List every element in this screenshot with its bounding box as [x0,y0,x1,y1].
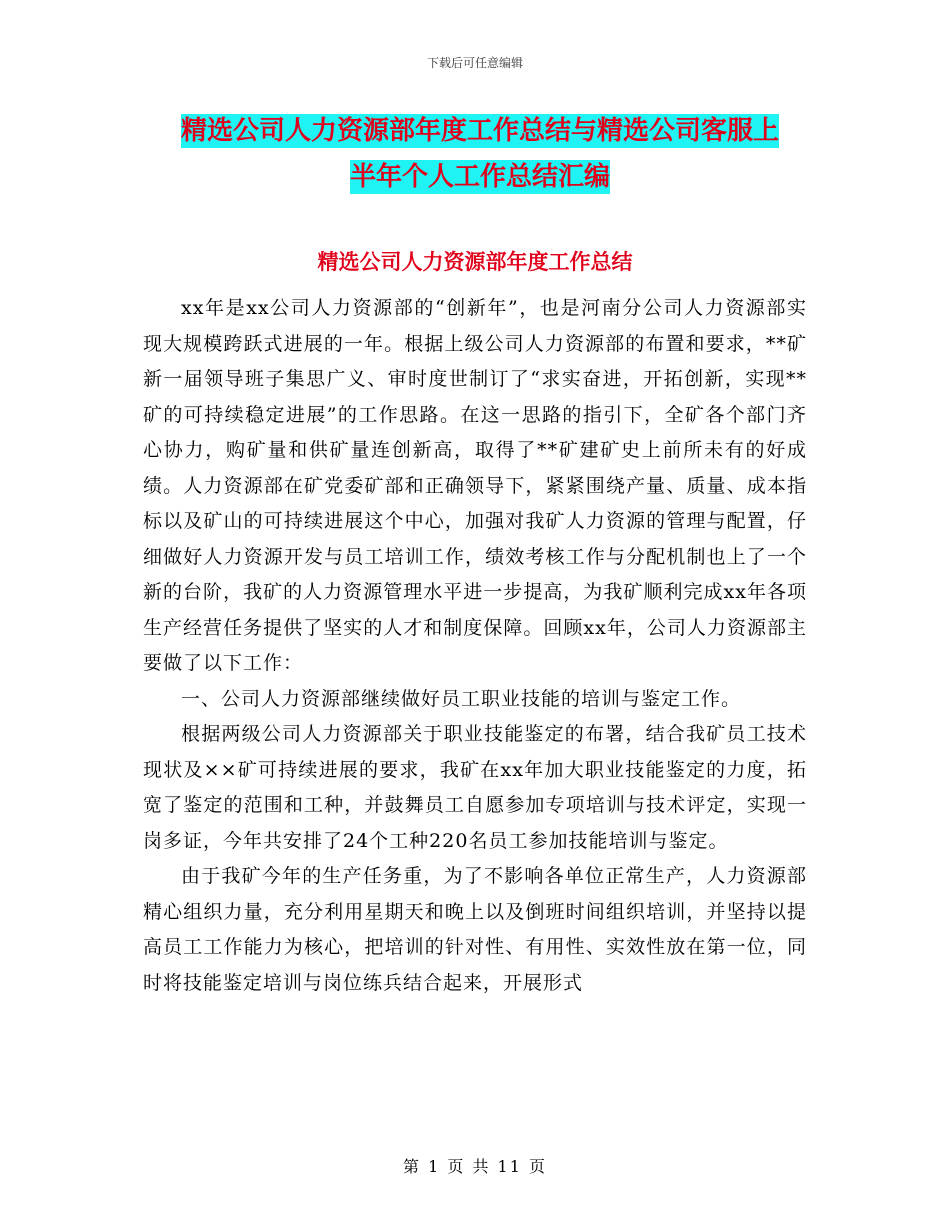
header-note: 下载后可任意编辑 [426,56,523,70]
section-title: 精选公司人力资源部年度工作总结 [317,250,633,274]
document-title-line-2: 半年个人工作总结汇编 [349,162,610,192]
paragraph-skills-appraisal: 根据两级公司人力资源部关于职业技能鉴定的布署，结合我矿员工技术现状及××矿可持续进展的要求，我矿在xx年加大职业技能鉴定的力度，拓宽了鉴定的范围和工种，并鼓舞员工自愿参加专项培训与技术评定，实现一岗多证，今年共安排了24个工种220名员工参加技能培训与鉴定。 [143,723,807,852]
document-title [140,108,820,200]
page-number: 第 1 页 共 11 页 [403,1157,547,1176]
document-title-line-1: 精选公司人力资源部年度工作总结与精选公司客服上 [180,116,779,146]
paragraph-intro: xx年是xx公司人力资源部的“创新年”，也是河南分公司人力资源部实现大规模跨跃式进展的一年。根据上级公司人力资源部的布置和要求，**矿新一届领导班子集思广义、审时度世制订了“求实奋进，开拓创新，实现**矿的可持续稳定进展”的工作思路。在这一思路的指引下，全矿各个部门齐心协力，购矿量和供矿量连创新高，取得了**矿建矿史上前所未有的好成绩。人力资源部在矿党委矿部和正确领导下，紧紧围绕产量、质量、成本指标以及矿山的可持续进展这个中心，加强对我矿人力资源的管理与配置，仔细做好人力资源开发与员工培训工作，绩效考核工作与分配机制也上了一个新的台阶，我矿的人力资源管理水平进一步提高，为我矿顺利完成xx年各项生产经营任务提供了坚实的人才和制度保障。回顾xx年，公司人力资源部主要做了以下工作： [143,297,807,674]
document-body [143,291,807,1001]
paragraph-training-organization: 由于我矿今年的生产任务重，为了不影响各单位正常生产，人力资源部精心组织力量，充分利用星期天和晚上以及倒班时间组织培训，并坚持以提高员工工作能力为核心，把培训的针对性、有用性、实效性放在第一位，同时将技能鉴定培训与岗位练兵结合起来，开展形式 [143,865,807,994]
paragraph-heading-one: 一、公司人力资源部继续做好员工职业技能的培训与鉴定工作。 [181,687,742,710]
